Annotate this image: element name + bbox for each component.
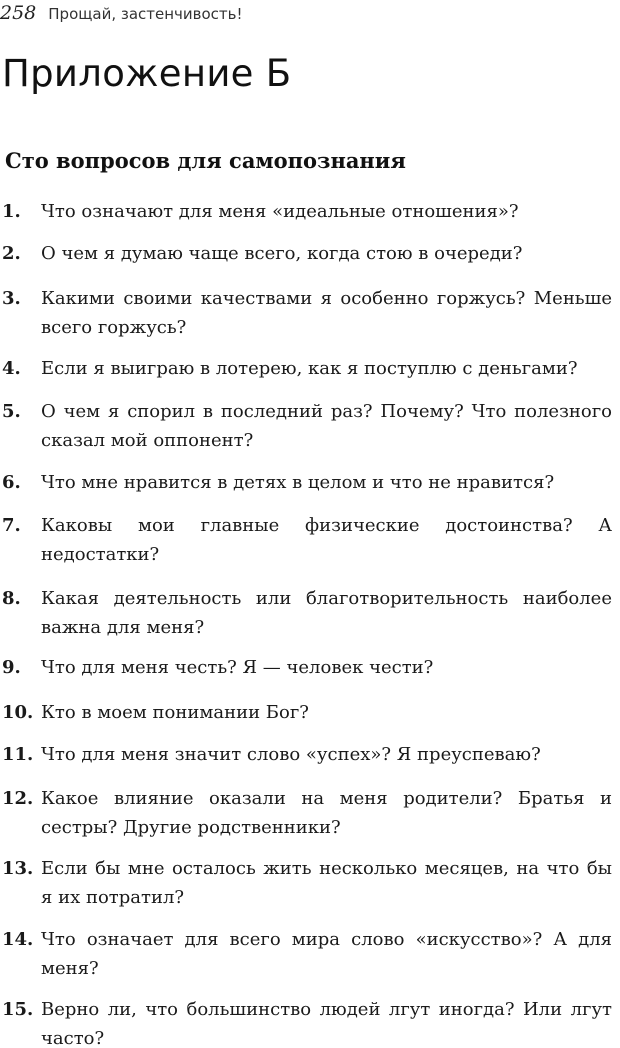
question-text: Что означает для всего мира слово «искусство»? А для меня?: [41, 929, 612, 979]
question-number: 6.: [2, 472, 21, 493]
question-number: 9.: [2, 657, 21, 678]
question-item: [0, 284, 612, 342]
book-title: Прощай, застенчивость!: [48, 5, 243, 23]
appendix-title: Приложение Б: [2, 52, 292, 95]
question-item: [0, 653, 612, 682]
question-item: [0, 354, 612, 383]
question-text: Кто в моем понимании Бог?: [41, 702, 309, 723]
question-text: О чем я спорил в последний раз? Почему? Что полезного сказал мой оппонент?: [41, 401, 612, 451]
question-text: Что для меня честь? Я — человек чести?: [41, 657, 434, 678]
running-head: [0, 2, 243, 28]
question-item: [0, 239, 612, 268]
question-item: [0, 740, 612, 769]
question-text: Если я выиграю в лотерею, как я поступлю с деньгами?: [41, 358, 578, 379]
question-item: [0, 511, 612, 569]
question-number: 13.: [2, 858, 34, 879]
question-number: 2.: [2, 243, 21, 264]
question-item: [0, 468, 612, 497]
question-number: 1.: [2, 201, 21, 222]
question-number: 4.: [2, 358, 21, 379]
question-item: [0, 925, 612, 983]
question-item: [0, 397, 612, 455]
question-text: Что означают для меня «идеальные отношения»?: [41, 201, 519, 222]
question-item: [0, 698, 612, 727]
question-item: [0, 995, 612, 1048]
question-number: 11.: [2, 744, 34, 765]
question-item: [0, 784, 612, 842]
question-number: 12.: [2, 788, 34, 809]
question-item: [0, 854, 612, 912]
page-number: 258: [0, 2, 37, 24]
question-item: [0, 197, 612, 226]
question-number: 10.: [2, 702, 34, 723]
question-text: Каковы мои главные физические достоинства? А недостатки?: [41, 515, 612, 565]
section-heading: Сто вопросов для самопознания: [5, 148, 406, 173]
question-text: Какая деятельность или благотворительность наиболее важна для меня?: [41, 588, 612, 638]
question-number: 14.: [2, 929, 34, 950]
question-number: 7.: [2, 515, 21, 536]
question-text: Какое влияние оказали на меня родители? Братья и сестры? Другие родственники?: [41, 788, 612, 838]
question-number: 8.: [2, 588, 21, 609]
question-number: 5.: [2, 401, 21, 422]
question-text: Если бы мне осталось жить несколько месяцев, на что бы я их потратил?: [41, 858, 612, 908]
question-text: Какими своими качествами я особенно горжусь? Меньше всего горжусь?: [41, 288, 612, 338]
question-text: О чем я думаю чаще всего, когда стою в очереди?: [41, 243, 523, 264]
question-item: [0, 584, 612, 642]
question-number: 15.: [2, 999, 34, 1020]
question-text: Что для меня значит слово «успех»? Я преуспеваю?: [41, 744, 541, 765]
question-text: Верно ли, что большинство людей лгут иногда? Или лгут часто?: [41, 999, 612, 1048]
question-text: Что мне нравится в детях в целом и что не нравится?: [41, 472, 555, 493]
question-number: 3.: [2, 288, 21, 309]
